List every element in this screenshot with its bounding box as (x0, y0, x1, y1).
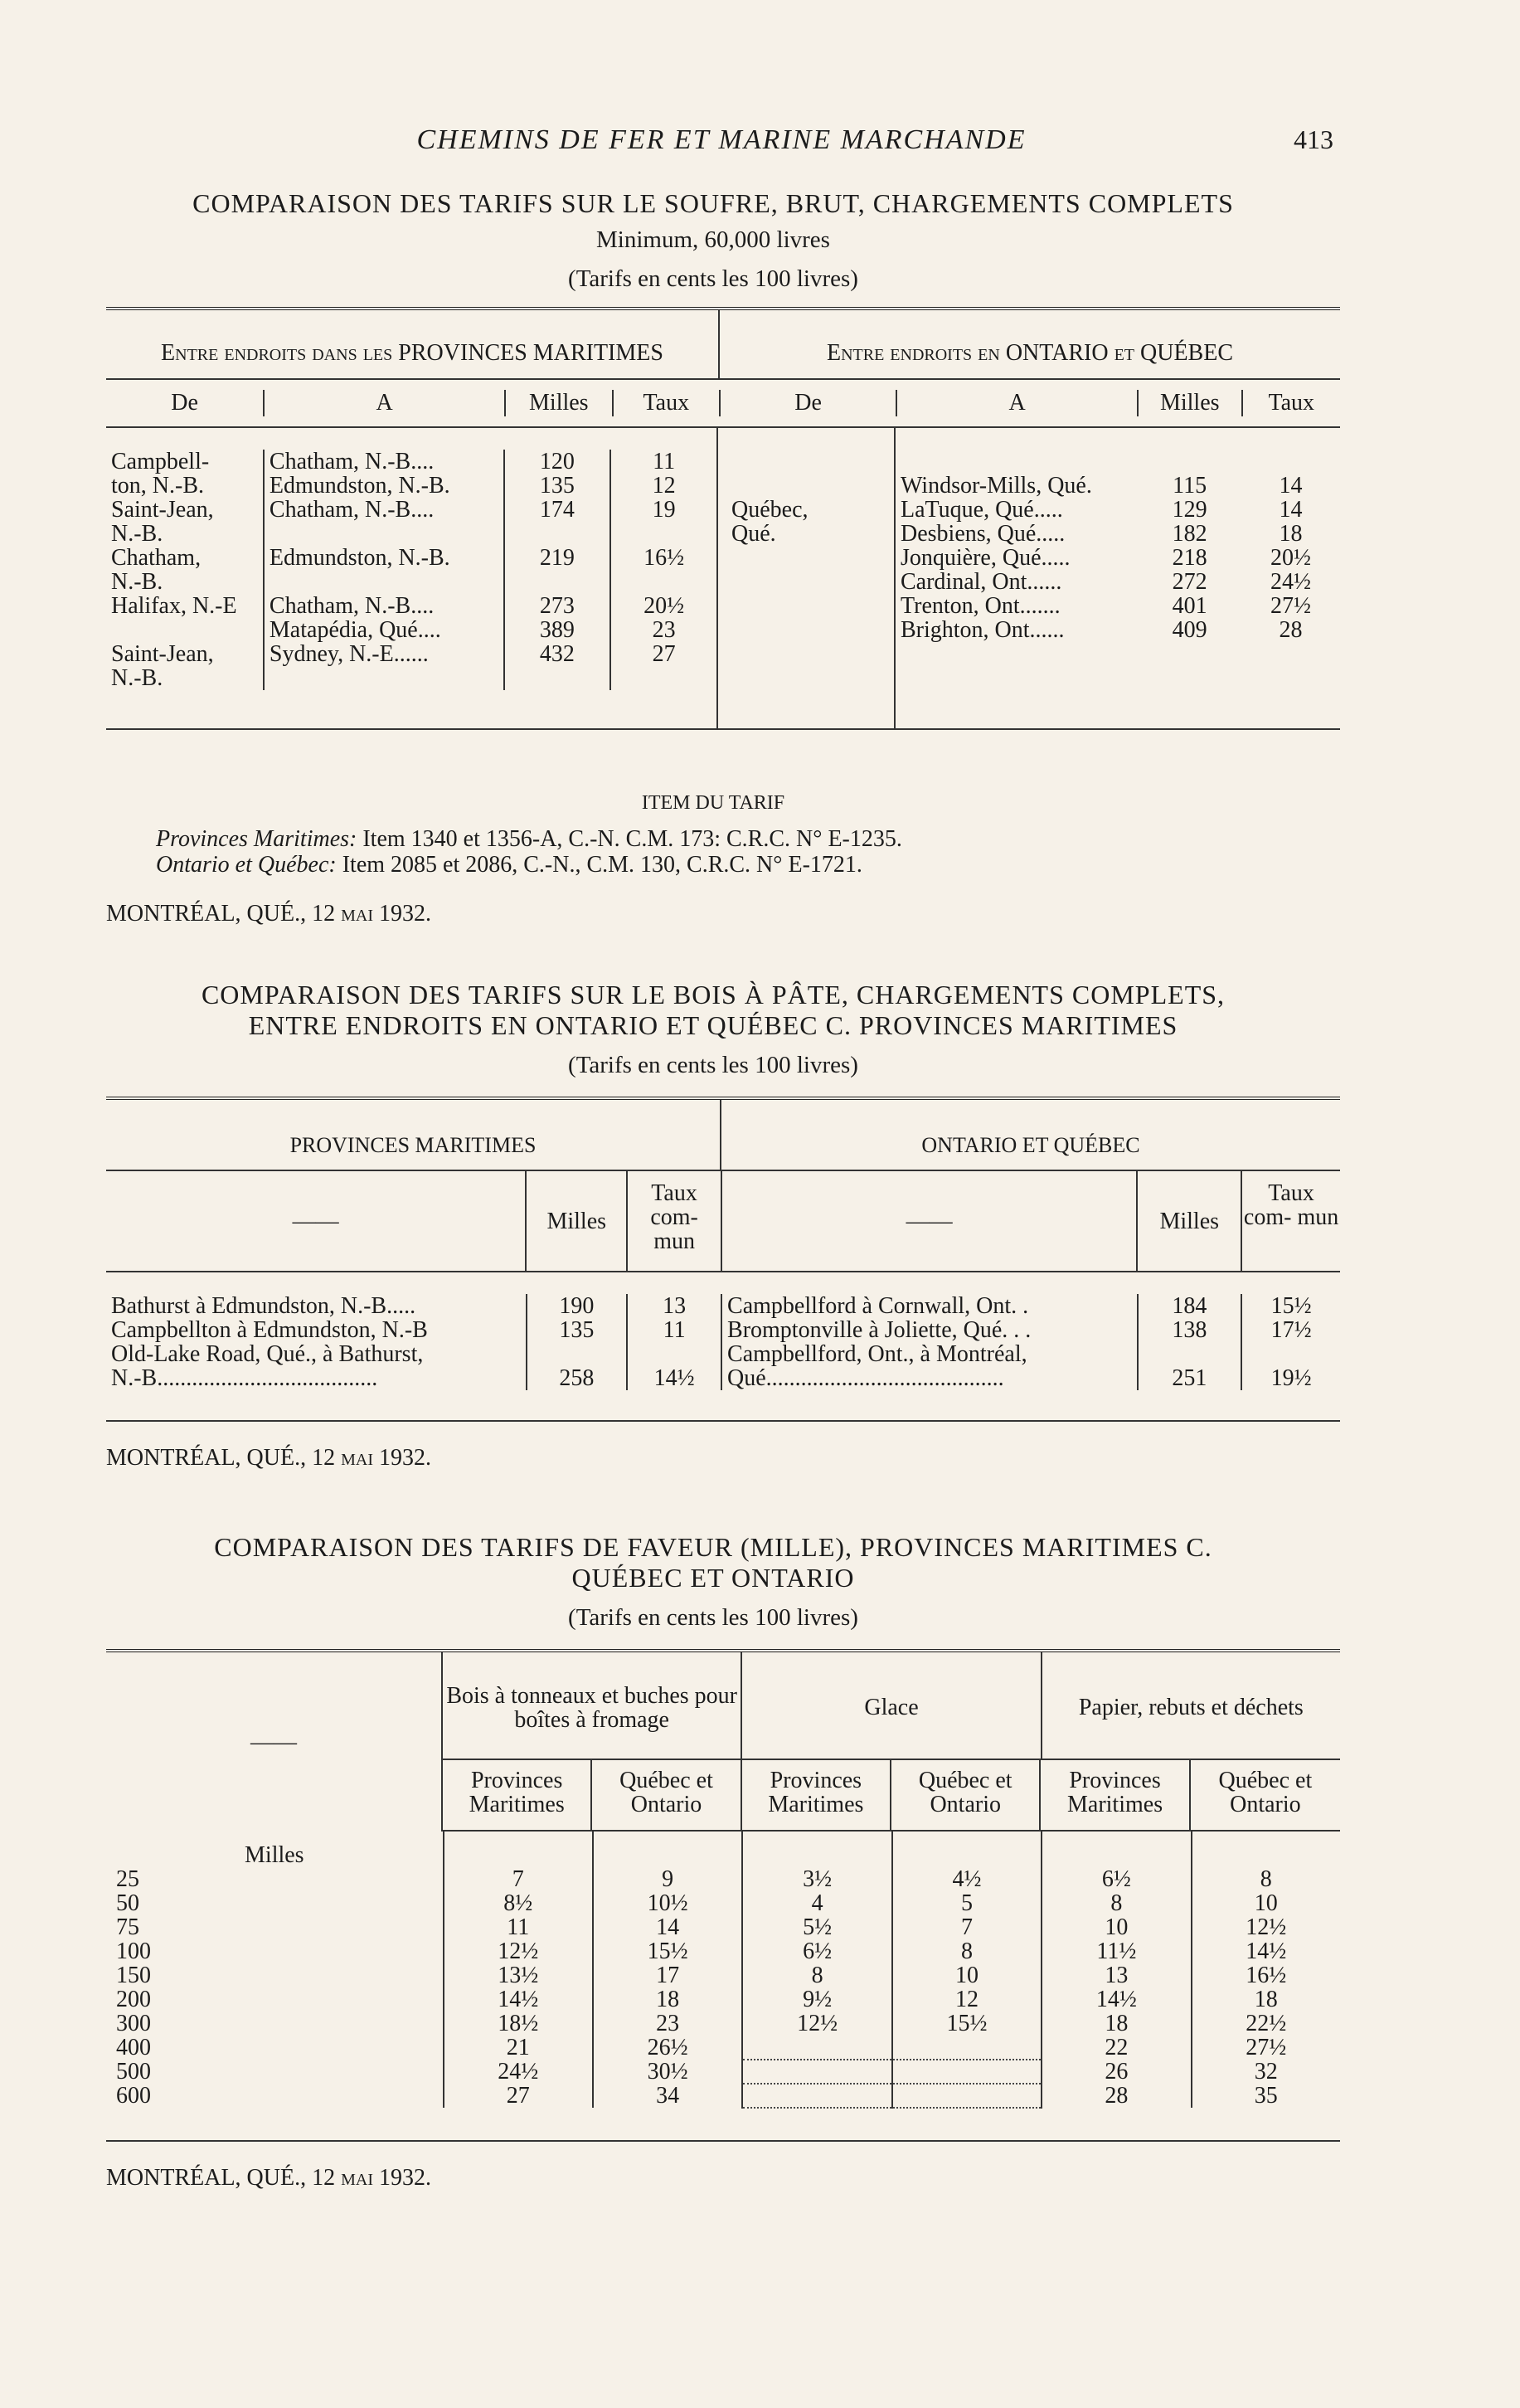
destination-cell: Edmundston, N.-B. (264, 546, 504, 570)
t3-group-headers (441, 1652, 1340, 1832)
rate-cell (892, 2036, 1042, 2060)
rate-cell: 13½ (444, 1963, 593, 1987)
table1-left-rows (106, 428, 716, 728)
distance-cell: 600 (116, 2083, 151, 2109)
t3-subcol-6: Québec et Ontario (1189, 1760, 1340, 1830)
taux-left-cell: 11 (627, 1318, 721, 1342)
table1-right-rows (894, 428, 1340, 728)
col-milles: Milles (504, 390, 611, 416)
table3-row (106, 1891, 1340, 1915)
t2-col-route-right: —— (721, 1171, 1136, 1271)
rate-cell: 11 (444, 1915, 593, 1939)
col-milles-right: Milles (1137, 390, 1241, 416)
taux-cell: 14 (1279, 473, 1303, 499)
t3-subcol-4: Québec et Ontario (890, 1760, 1039, 1830)
rate-cell: 21 (444, 2036, 593, 2060)
rate-cell: 32 (1192, 2060, 1340, 2084)
table3-milles-label-row (106, 1832, 1340, 1867)
rate-cell: 18½ (444, 2012, 593, 2036)
taux-cell: 23 (610, 618, 716, 642)
from-quebec: Québec, (731, 497, 809, 523)
distance-cell: 300 (116, 2011, 151, 2036)
destination-cell: Jonquière, Qué..... (901, 545, 1071, 571)
t3-col-milles-head: —— (250, 1729, 297, 1755)
col-taux-right: Taux (1241, 390, 1341, 416)
t3-groups-row (441, 1652, 1340, 1760)
milles-right-cell: 138 (1138, 1318, 1242, 1342)
destination-cell: Desbiens, Qué..... (901, 521, 1066, 547)
spacer-cell (1042, 1832, 1191, 1867)
item-heading: ITEM DU TARIF (641, 792, 785, 814)
table1 (106, 307, 1340, 730)
rate-cell: 12½ (444, 1939, 593, 1963)
taux-left-cell (627, 1342, 721, 1366)
table1-subtitle-units: (Tarifs en cents les 100 livres) (568, 265, 858, 292)
distance-cell: 200 (116, 1987, 151, 2012)
milles-cell: 432 (504, 642, 611, 666)
rate-cell: 7 (892, 1915, 1042, 1939)
table2-title-line1: COMPARAISON DES TARIFS SUR LE BOIS À PÂTE, CHARGEMENTS COMPLETS, (201, 980, 1226, 1009)
milles-left-cell: 258 (527, 1366, 628, 1390)
table1-left-row (106, 666, 716, 690)
table3-row (106, 1987, 1340, 2012)
t3-group-bois: Bois à tonneaux et buches pour boîtes à fromage (441, 1652, 741, 1759)
origin-cell: Campbell- (111, 449, 210, 474)
rate-cell: 12½ (1192, 1915, 1340, 1939)
origin-cell: ton, N.-B. (111, 473, 204, 499)
table1-group-ontario-quebec: Entre endroits en ONTARIO et QUÉBEC (718, 310, 1340, 380)
rate-cell: 9 (593, 1867, 742, 1891)
taux-cell (610, 666, 716, 690)
distance-cell: 100 (116, 1939, 151, 1964)
table3 (106, 1649, 1340, 2142)
table1-right-row (896, 546, 1340, 570)
taux-left-cell: 13 (627, 1294, 721, 1318)
rate-cell: 26 (1042, 2060, 1191, 2084)
table1-title: COMPARAISON DES TARIFS SUR LE SOUFRE, BRUT, CHARGEMENTS COMPLETS (192, 188, 1234, 218)
table2-signature: MONTRÉAL, QUÉ., 12 mai 1932. (106, 1445, 431, 1471)
distance-cell: 75 (116, 1914, 139, 1940)
rate-cell: 8 (1042, 1891, 1191, 1915)
rate-cell: 22 (1042, 2036, 1191, 2060)
destination-cell (264, 570, 504, 594)
table3-row (106, 2084, 1340, 2108)
col-de-right: De (719, 390, 896, 416)
route-right-cell: Campbellford à Cornwall, Ont. . (721, 1294, 1137, 1318)
rate-cell: 34 (593, 2084, 742, 2108)
table3-body (106, 1832, 1340, 2142)
origin-cell: N.-B. (111, 569, 163, 595)
milles-cell: 401 (1172, 593, 1207, 619)
table3-signature: MONTRÉAL, QUÉ., 12 mai 1932. (106, 2165, 431, 2191)
rate-cell (892, 2084, 1042, 2108)
rate-cell: 28 (1042, 2084, 1191, 2108)
rate-cell (892, 2060, 1042, 2084)
distance-cell: 150 (116, 1963, 151, 1988)
rate-cell: 27 (444, 2084, 593, 2108)
destination-cell: Matapédia, Qué.... (264, 618, 504, 642)
milles-cell (504, 522, 611, 546)
rate-cell: 8 (742, 1963, 891, 1987)
milles-cell (504, 570, 611, 594)
t3-subcol-3: Provinces Maritimes (741, 1760, 890, 1830)
rate-cell: 12 (892, 1987, 1042, 2012)
table3-row (106, 1867, 1340, 1891)
table1-right-row (896, 594, 1340, 618)
rate-cell: 15½ (593, 1939, 742, 1963)
rate-cell: 13 (1042, 1963, 1191, 1987)
milles-right-cell: 251 (1138, 1366, 1242, 1390)
rate-cell: 4½ (892, 1867, 1042, 1891)
spacer-cell (892, 1832, 1042, 1867)
taux-cell: 16½ (610, 546, 716, 570)
rate-cell: 18 (593, 1987, 742, 2012)
destination-cell (264, 522, 504, 546)
milles-cell: 272 (1172, 569, 1207, 595)
table2-row (106, 1366, 1340, 1390)
destination-cell (264, 666, 504, 690)
milles-cell: 218 (1172, 545, 1207, 571)
rate-cell: 8½ (444, 1891, 593, 1915)
rate-cell: 12½ (742, 2012, 891, 2036)
milles-left-cell (527, 1342, 628, 1366)
origin-cell: N.-B. (111, 665, 163, 691)
rate-cell: 10 (1192, 1891, 1340, 1915)
from-quebec-province: Qué. (731, 521, 776, 547)
rate-cell: 30½ (593, 2060, 742, 2084)
distance-cell: 25 (116, 1866, 139, 1892)
rate-cell: 26½ (593, 2036, 742, 2060)
note-maritimes: Provinces Maritimes: Item 1340 et 1356-A, C.-N. C.M. 173: C.R.C. N° E-1235. (156, 826, 902, 852)
milles-cell (504, 666, 611, 690)
rate-cell: 23 (593, 2012, 742, 2036)
milles-cell: 174 (504, 498, 611, 522)
origin-cell (106, 618, 264, 642)
table1-group-maritimes: Entre endroits dans les PROVINCES MARITIMES (106, 310, 718, 380)
rate-cell: 11½ (1042, 1939, 1191, 1963)
t2-col-taux-right: Taux com- mun (1241, 1171, 1340, 1271)
route-left-cell: N.-B...................................... (111, 1366, 378, 1390)
milles-cell: 120 (504, 450, 611, 474)
taux-cell (610, 570, 716, 594)
table1-col-headers (106, 380, 1340, 428)
origin-cell: Saint-Jean, (111, 497, 214, 523)
taux-cell (610, 522, 716, 546)
taux-cell: 27 (610, 642, 716, 666)
table1-left-row (106, 498, 716, 522)
taux-cell: 20½ (1270, 545, 1312, 571)
rate-cell: 14½ (444, 1987, 593, 2012)
milles-cell: 409 (1172, 617, 1207, 643)
table2-group-ontario-quebec: ONTARIO ET QUÉBEC (720, 1100, 1340, 1171)
spacer-cell (593, 1832, 742, 1867)
table1-left-row (106, 618, 716, 642)
rate-cell (742, 2036, 891, 2060)
milles-left-cell: 190 (527, 1294, 628, 1318)
rate-cell: 17 (593, 1963, 742, 1987)
milles-cell: 273 (504, 594, 611, 618)
rate-cell: 8 (892, 1939, 1042, 1963)
table2-group-header (106, 1100, 1340, 1171)
table3-title-line2: QUÉBEC ET ONTARIO (571, 1563, 855, 1593)
table1-right-row (896, 618, 1340, 642)
rate-cell: 14½ (1042, 1987, 1191, 2012)
taux-cell: 11 (610, 450, 716, 474)
taux-left-cell: 14½ (627, 1366, 721, 1390)
destination-cell: Windsor-Mills, Qué. (901, 473, 1092, 499)
table3-row (106, 2036, 1340, 2060)
table1-left-row (106, 642, 716, 666)
milles-cell: 115 (1173, 473, 1207, 499)
taux-cell: 12 (610, 474, 716, 498)
t2-col-milles-left: Milles (525, 1171, 626, 1271)
taux-cell: 28 (1279, 617, 1303, 643)
t3-subcol-1: Provinces Maritimes (441, 1760, 590, 1830)
rate-cell: 35 (1192, 2084, 1340, 2108)
table2-body (106, 1272, 1340, 1422)
origin-cell: Chatham, (111, 545, 202, 571)
destination-cell: Brighton, Ont...... (901, 617, 1065, 643)
taux-right-cell: 15½ (1241, 1294, 1340, 1318)
milles-cell: 219 (504, 546, 611, 570)
taux-cell: 18 (1279, 521, 1303, 547)
origin-cell: N.-B. (111, 521, 163, 547)
page-number: 413 (1294, 124, 1333, 154)
rate-cell: 27½ (1192, 2036, 1340, 2060)
table1-right-from (716, 428, 894, 728)
table3-row (106, 1915, 1340, 1939)
milles-cell: 182 (1172, 521, 1207, 547)
table3-row (106, 2060, 1340, 2084)
rate-cell: 15½ (892, 2012, 1042, 2036)
t3-group-papier: Papier, rebuts et déchets (1041, 1652, 1340, 1759)
rate-cell: 22½ (1192, 2012, 1340, 2036)
table3-subtitle: (Tarifs en cents les 100 livres) (568, 1604, 858, 1631)
col-a: A (263, 390, 504, 416)
table3-header (106, 1652, 1340, 1832)
rate-cell: 10½ (593, 1891, 742, 1915)
taux-right-cell: 19½ (1241, 1366, 1340, 1390)
rate-cell: 5 (892, 1891, 1042, 1915)
table1-header (106, 310, 1340, 380)
destination-cell: Chatham, N.-B.... (264, 594, 504, 618)
taux-cell: 19 (610, 498, 716, 522)
table2-row (106, 1342, 1340, 1366)
spacer-cell (742, 1832, 891, 1867)
taux-cell: 20½ (610, 594, 716, 618)
taux-cell: 14 (1279, 497, 1303, 523)
origin-cell: Saint-Jean, (111, 641, 214, 667)
table2-title-line2: ENTRE ENDROITS EN ONTARIO ET QUÉBEC C. PROVINCES MARITIMES (248, 1010, 1178, 1040)
milles-left-cell: 135 (527, 1318, 628, 1342)
table2-group-maritimes: PROVINCES MARITIMES (106, 1100, 720, 1171)
table1-left-row (106, 474, 716, 498)
table2-row (106, 1294, 1340, 1318)
taux-right-cell: 17½ (1241, 1318, 1340, 1342)
rate-cell: 6½ (742, 1939, 891, 1963)
table2-row (106, 1318, 1340, 1342)
spacer-cell (444, 1832, 593, 1867)
table1-right-row (896, 522, 1340, 546)
table2-subtitle: (Tarifs en cents les 100 livres) (568, 1052, 858, 1078)
taux-cell: 27½ (1270, 593, 1312, 619)
route-right-cell: Qué......................................... (721, 1366, 1137, 1390)
milles-right-cell (1138, 1342, 1242, 1366)
rate-cell: 5½ (742, 1915, 891, 1939)
t2-col-taux-left: Taux com- mun (626, 1171, 721, 1271)
rate-cell: 8 (1192, 1867, 1340, 1891)
rate-cell (742, 2060, 891, 2084)
col-taux: Taux (612, 390, 719, 416)
rate-cell: 6½ (1042, 1867, 1191, 1891)
rate-cell: 10 (1042, 1915, 1191, 1939)
taux-cell: 24½ (1270, 569, 1312, 595)
rate-cell: 3½ (742, 1867, 891, 1891)
table1-left-row (106, 570, 716, 594)
t3-subcol-5: Provinces Maritimes (1039, 1760, 1188, 1830)
origin-cell: Halifax, N.-E (111, 593, 237, 619)
t3-subcols-row (441, 1760, 1340, 1832)
milles-cell: 389 (504, 618, 611, 642)
destination-cell: Trenton, Ont....... (901, 593, 1061, 619)
table3-row (106, 2012, 1340, 2036)
table1-left-row (106, 450, 716, 474)
distance-cell: 400 (116, 2035, 151, 2060)
milles-label: Milles (245, 1842, 304, 1868)
rate-cell: 9½ (742, 1987, 891, 2012)
destination-cell: Cardinal, Ont...... (901, 569, 1062, 595)
table3-title-line1: COMPARAISON DES TARIFS DE FAVEUR (MILLE), PROVINCES MARITIMES C. (214, 1532, 1212, 1562)
taux-right-cell (1241, 1342, 1340, 1366)
table1-left-row (106, 594, 716, 618)
col-de: De (171, 390, 198, 416)
t3-subcol-2: Québec et Ontario (590, 1760, 740, 1830)
rate-cell: 18 (1042, 2012, 1191, 2036)
table1-right-row (896, 570, 1340, 594)
rate-cell: 10 (892, 1963, 1042, 1987)
table1-signature: MONTRÉAL, QUÉ., 12 mai 1932. (106, 901, 431, 927)
destination-cell: Chatham, N.-B.... (264, 498, 504, 522)
destination-cell: Sydney, N.-E...... (264, 642, 504, 666)
route-right-cell: Bromptonville à Joliette, Qué. . . (721, 1318, 1137, 1342)
table1-left-row (106, 522, 716, 546)
rate-cell: 18 (1192, 1987, 1340, 2012)
route-right-cell: Campbellford, Ont., à Montréal, (721, 1342, 1137, 1366)
route-left-cell: Campbellton à Edmundston, N.-B (111, 1318, 428, 1342)
note-ontario-quebec: Ontario et Québec: Item 2085 et 2086, C.-N., C.M. 130, C.R.C. N° E-1721. (156, 852, 862, 878)
t2-col-route-left: —— (292, 1208, 339, 1234)
table2 (106, 1097, 1340, 1422)
destination-cell: LaTuque, Qué..... (901, 497, 1063, 523)
table2-col-headers (106, 1171, 1340, 1272)
rate-cell: 7 (444, 1867, 593, 1891)
rate-cell: 4 (742, 1891, 891, 1915)
distance-cell: 50 (116, 1890, 139, 1916)
milles-right-cell: 184 (1138, 1294, 1242, 1318)
rate-cell: 14½ (1192, 1939, 1340, 1963)
t3-group-glace: Glace (741, 1652, 1040, 1759)
table3-row (106, 1939, 1340, 1963)
table1-subtitle-minimum: Minimum, 60,000 livres (596, 226, 830, 253)
destination-cell: Edmundston, N.-B. (264, 474, 504, 498)
rate-cell: 16½ (1192, 1963, 1340, 1987)
table1-right-row (896, 474, 1340, 498)
rate-cell: 24½ (444, 2060, 593, 2084)
route-left-cell: Old-Lake Road, Qué., à Bathurst, (111, 1342, 424, 1366)
destination-cell: Chatham, N.-B.... (264, 450, 504, 474)
milles-cell: 129 (1172, 497, 1207, 523)
t2-col-milles-right: Milles (1136, 1171, 1241, 1271)
rate-cell: 14 (593, 1915, 742, 1939)
table1-left-row (106, 546, 716, 570)
route-left-cell: Bathurst à Edmundston, N.-B..... (111, 1294, 416, 1318)
spacer-cell (1192, 1832, 1340, 1867)
table1-right-row (896, 498, 1340, 522)
table3-row (106, 1963, 1340, 1987)
distance-cell: 500 (116, 2059, 151, 2085)
col-a-right: A (896, 390, 1137, 416)
running-title: CHEMINS DE FER ET MARINE MARCHANDE (416, 124, 1027, 155)
rate-cell (742, 2084, 891, 2108)
table1-body (106, 428, 1340, 730)
milles-cell: 135 (504, 474, 611, 498)
